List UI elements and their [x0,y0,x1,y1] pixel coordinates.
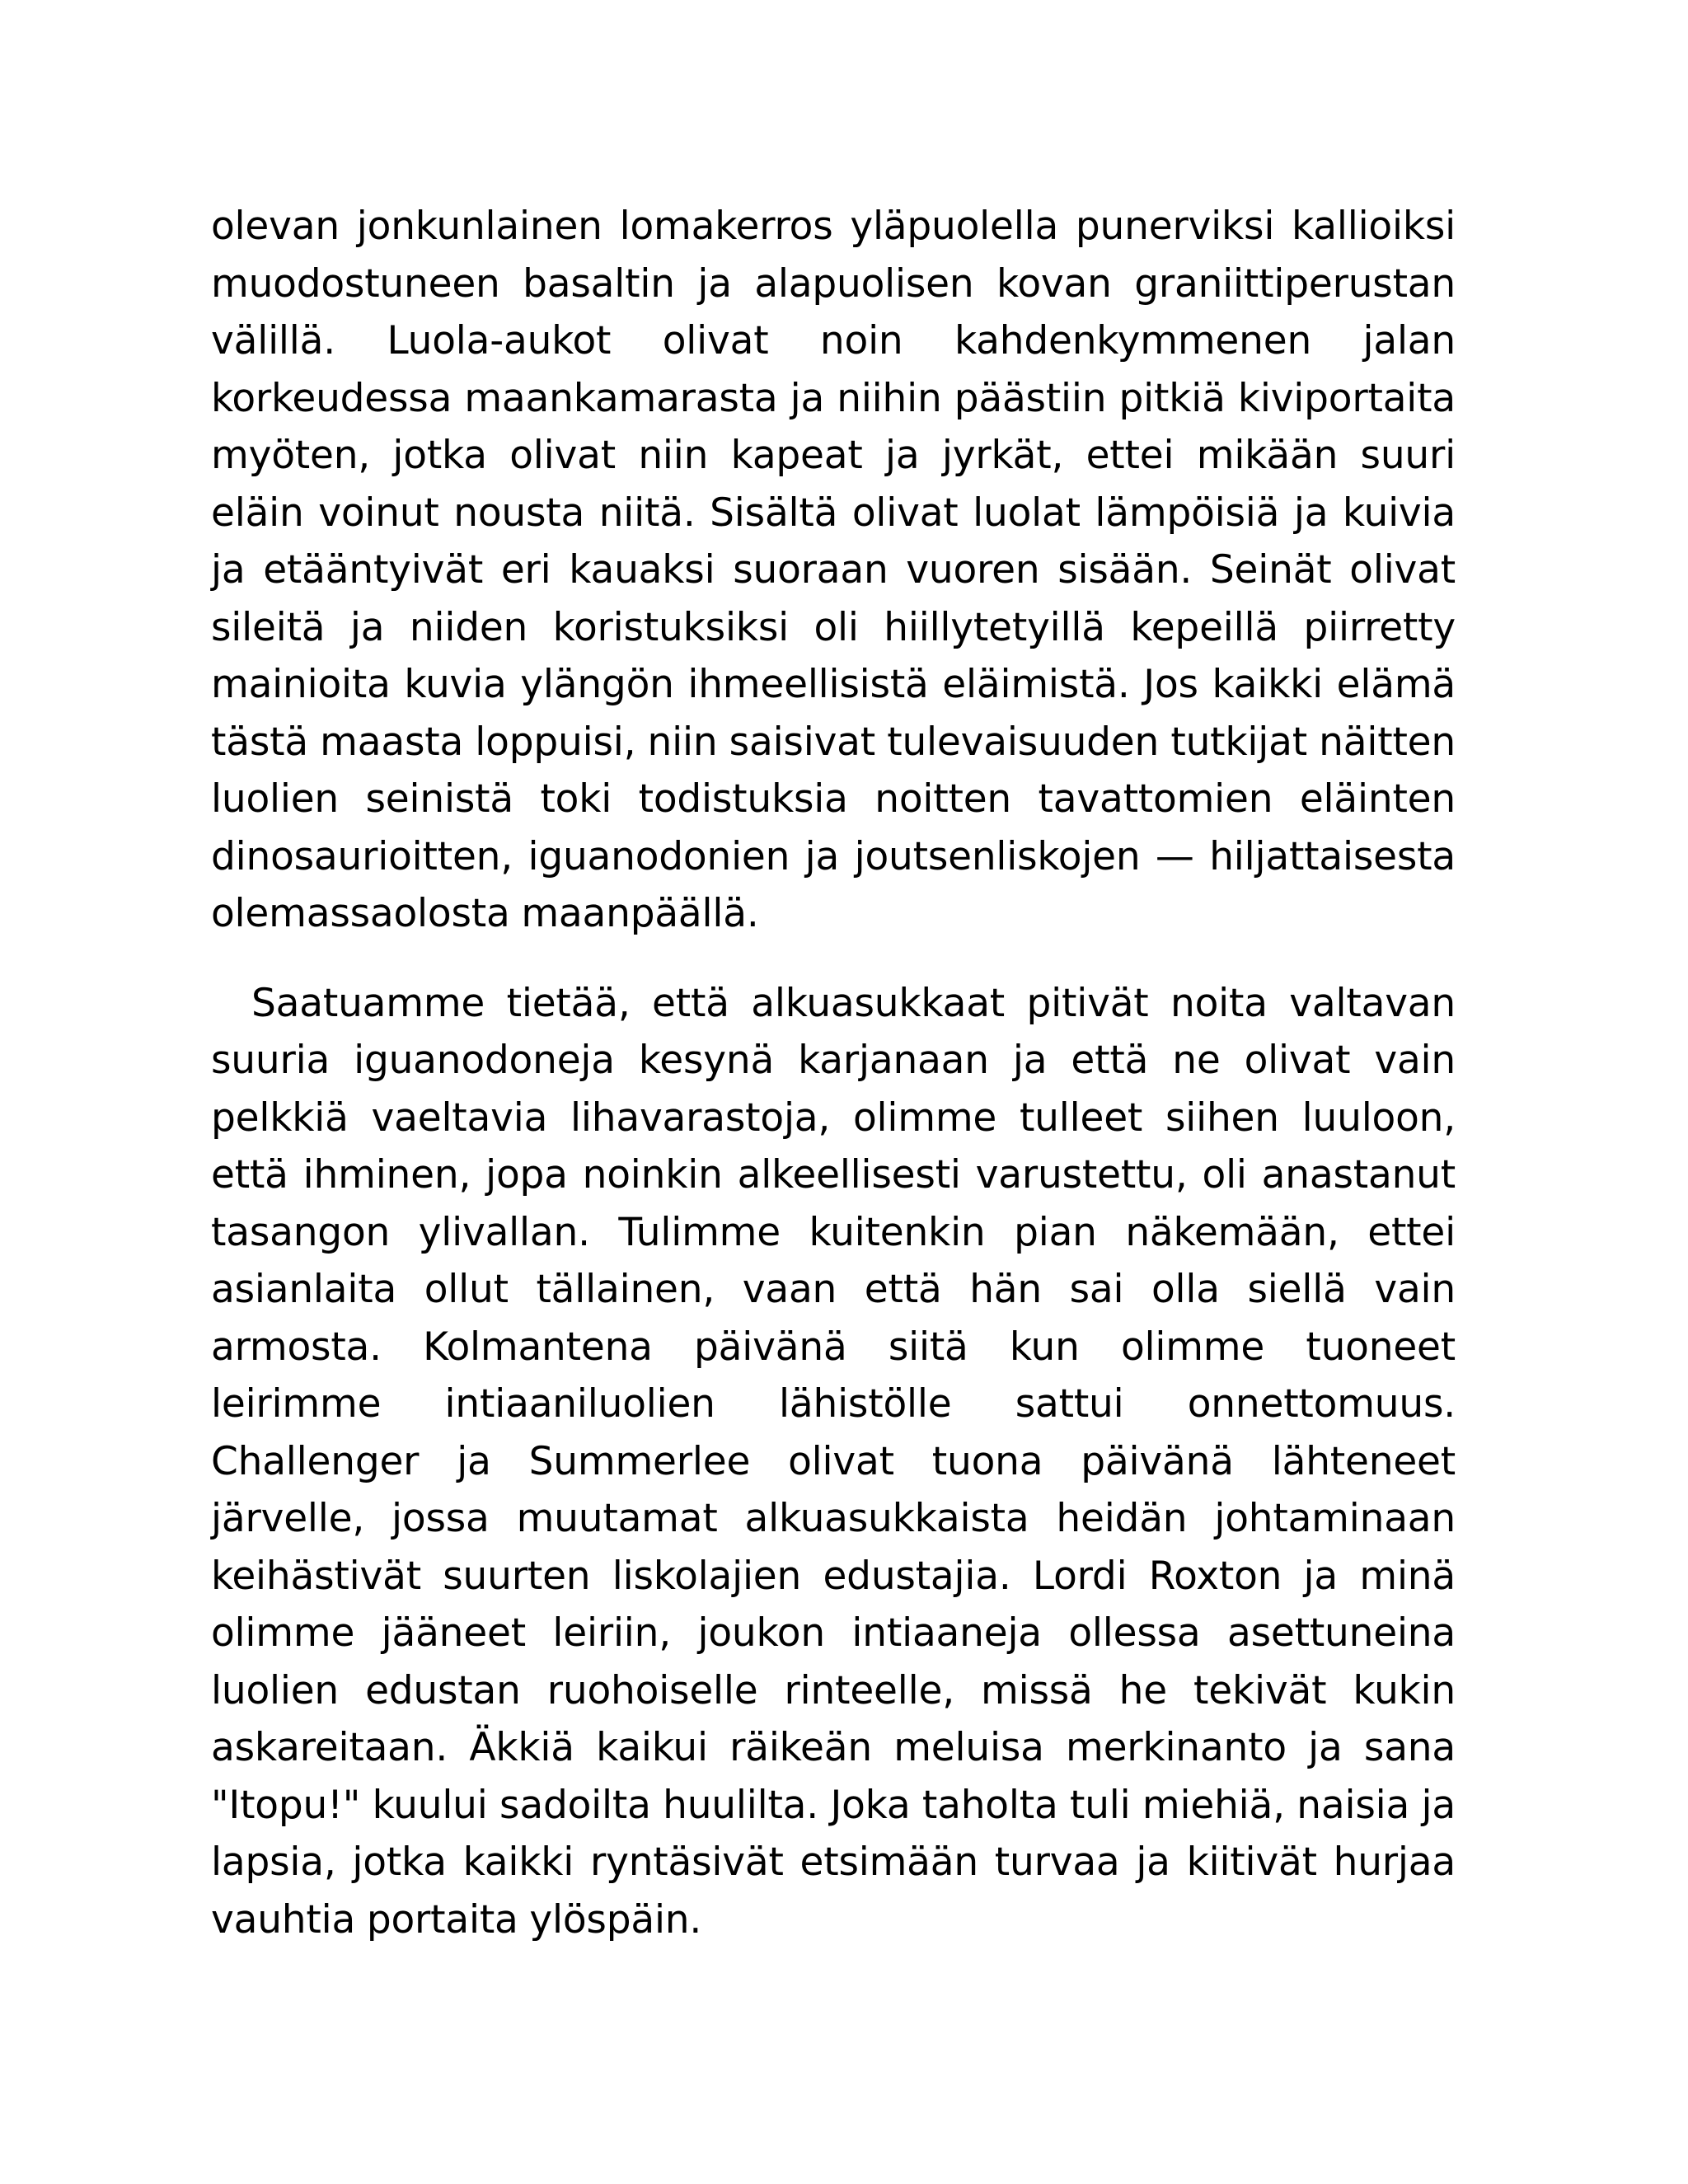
paragraph-1: olevan jonkunlainen lomakerros yläpuolella punerviksi kallioiksi muodostuneen basaltin ja alapuolisen kovan graniittiperustan välillä. Luola-aukot olivat noin kahdenkymmenen jalan korkeudessa maankamarasta ja niihin päästiin pitkiä kiviportaita myöten, jotka olivat niin kapeat ja jyrkät, ettei mikään suuri eläin voinut nousta niitä. Sisältä olivat luolat lämpöisiä ja kuivia ja etääntyivät eri kauaksi suoraan vuoren sisään. Seinät olivat sileitä ja niiden koristuksiksi oli hiillytetyillä kepeillä piirretty mainioita kuvia ylängön ihmeellisistä eläimistä. Jos kaikki elämä tästä maasta loppuisi, niin saisivat tulevaisuuden tutkijat näitten luolien seinistä toki todistuksia noitten tavattomien eläinten dinosaurioitten, iguanodonien ja joutsenliskojen — hiljattaisesta olemassaolosta maanpäällä. [211,204,1456,936]
paragraph-2: Saatuamme tietää, että alkuasukkaat pitivät noita valtavan suuria iguanodoneja kesynä karjanaan ja että ne olivat vain pelkkiä vaeltavia lihavarastoja, olimme tulleet siihen luuloon, että ihminen, jopa noinkin alkeellisesti varustettu, oli anastanut tasangon ylivallan. Tulimme kuitenkin pian näkemään, ettei asianlaita ollut tällainen, vaan että hän sai olla siellä vain armosta. Kolmantena päivänä siitä kun olimme tuoneet leirimme intiaaniluolien lähistölle sattui onnettomuus. Challenger ja Summerlee olivat tuona päivänä lähteneet järvelle, jossa muutamat alkuasukkaista heidän johtaminaan keihästivät suurten liskolajien edustajia. Lordi Roxton ja minä olimme jääneet leiriin, joukon intiaaneja ollessa asettuneina luolien edustan ruohoiselle rinteelle, missä he tekivät kukin askareitaan. Äkkiä kaikui räikeän meluisa merkinanto ja sana "Itopu!" kuului sadoilta huulilta. Joka taholta tuli miehiä, naisia ja lapsia, jotka kaikki ryntäsivät etsimään turvaa ja kiitivät hurjaa vauhtia portaita ylöspäin. [211,980,1456,1943]
text-column [211,198,1456,1948]
